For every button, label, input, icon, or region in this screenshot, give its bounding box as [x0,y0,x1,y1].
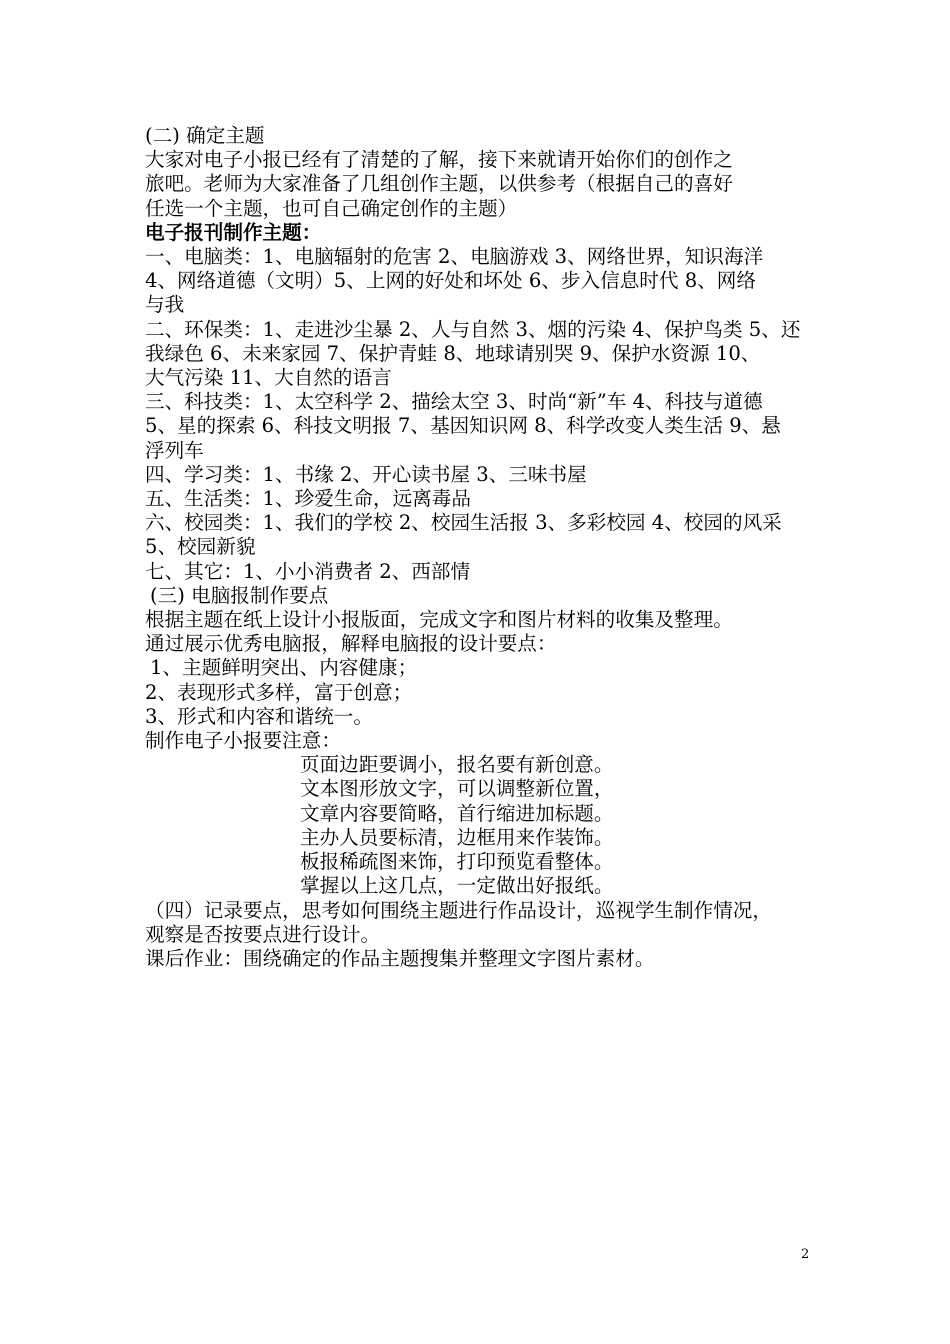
paragraph-line: 观察是否按要点进行设计。 [145,922,381,946]
topic-line: 二、环保类：1、走进沙尘暴 2、人与自然 3、烟的污染 4、保护鸟类 5、还 [145,317,801,341]
topic-line: 浮列车 [145,438,204,462]
topic-line: 三、科技类：1、太空科学 2、描绘太空 3、时尚“新”车 4、科技与道德 [145,390,763,414]
topic-line: 5、校园新貌 [145,535,256,559]
design-point: 3、形式和内容和谐统一。 [145,704,373,728]
paragraph-line: 通过展示优秀电脑报，解释电脑报的设计要点： [145,632,557,656]
topic-line: 大气污染 11、大自然的语言 [145,366,392,390]
verse-line: 板报稀疏图来饰，打印预览看整体。 [300,850,614,874]
topic-line: 六、校园类：1、我们的学校 2、校园生活报 3、多彩校园 4、校园的风采 [145,511,782,535]
topic-line: 五、生活类：1、珍爱生命，远离毒品 [145,487,471,511]
verse-line: 文章内容要简略，首行缩进加标题。 [300,801,614,825]
document-body [145,124,820,971]
section-heading-2: (二) 确定主题 [145,124,265,147]
verse-line: 主办人员要标清，边框用来作装饰。 [300,825,614,849]
topic-line: 一、电脑类：1、电脑辐射的危害 2、电脑游戏 3、网络世界，知识海洋 [145,245,764,269]
topics-heading: 电子报刊制作主题： [145,220,322,244]
verse-line: 掌握以上这几点，一定做出好报纸。 [300,874,614,898]
paragraph-line: 旅吧。老师为大家准备了几组创作主题，以供参考（根据自己的喜好 [145,172,733,196]
topic-line: 我绿色 6、未来家园 7、保护青蛙 8、地球请别哭 9、保护水资源 10、 [145,341,761,365]
section-heading-4: （四）记录要点，思考如何围绕主题进行作品设计，巡视学生制作情况， [145,898,772,922]
paragraph-line: 大家对电子小报已经有了清楚的了解，接下来就请开始你们的创作之 [145,148,733,172]
design-point: 1、主题鲜明突出、内容健康； [150,656,418,680]
paragraph-line: 任选一个主题，也可自己确定创作的主题） [145,196,518,220]
section-heading-3: (三) 电脑报制作要点 [150,583,329,607]
topic-line: 七、其它：1、小小消费者 2、西部情 [145,559,471,583]
page-number: 2 [801,1247,810,1262]
design-point: 2、表现形式多样，富于创意； [145,680,413,704]
topic-line: 5、星的探索 6、科技文明报 7、基因知识网 8、科学改变人类生活 9、悬 [145,414,781,438]
homework-line: 课后作业：围绕确定的作品主题搜集并整理文字图片素材。 [145,946,655,970]
topic-line: 四、学习类：1、书缘 2、开心读书屋 3、三味书屋 [145,462,587,486]
topic-line: 4、网络道德（文明）5、上网的好处和坏处 6、步入信息时代 8、网络 [145,269,756,293]
topic-line: 与我 [145,293,185,317]
verse-line: 文本图形放文字，可以调整新位置， [300,777,614,801]
notes-heading: 制作电子小报要注意： [145,729,341,753]
verse-line: 页面边距要调小，报名要有新创意。 [300,753,614,777]
paragraph-line: 根据主题在纸上设计小报版面，完成文字和图片材料的收集及整理。 [145,608,733,632]
